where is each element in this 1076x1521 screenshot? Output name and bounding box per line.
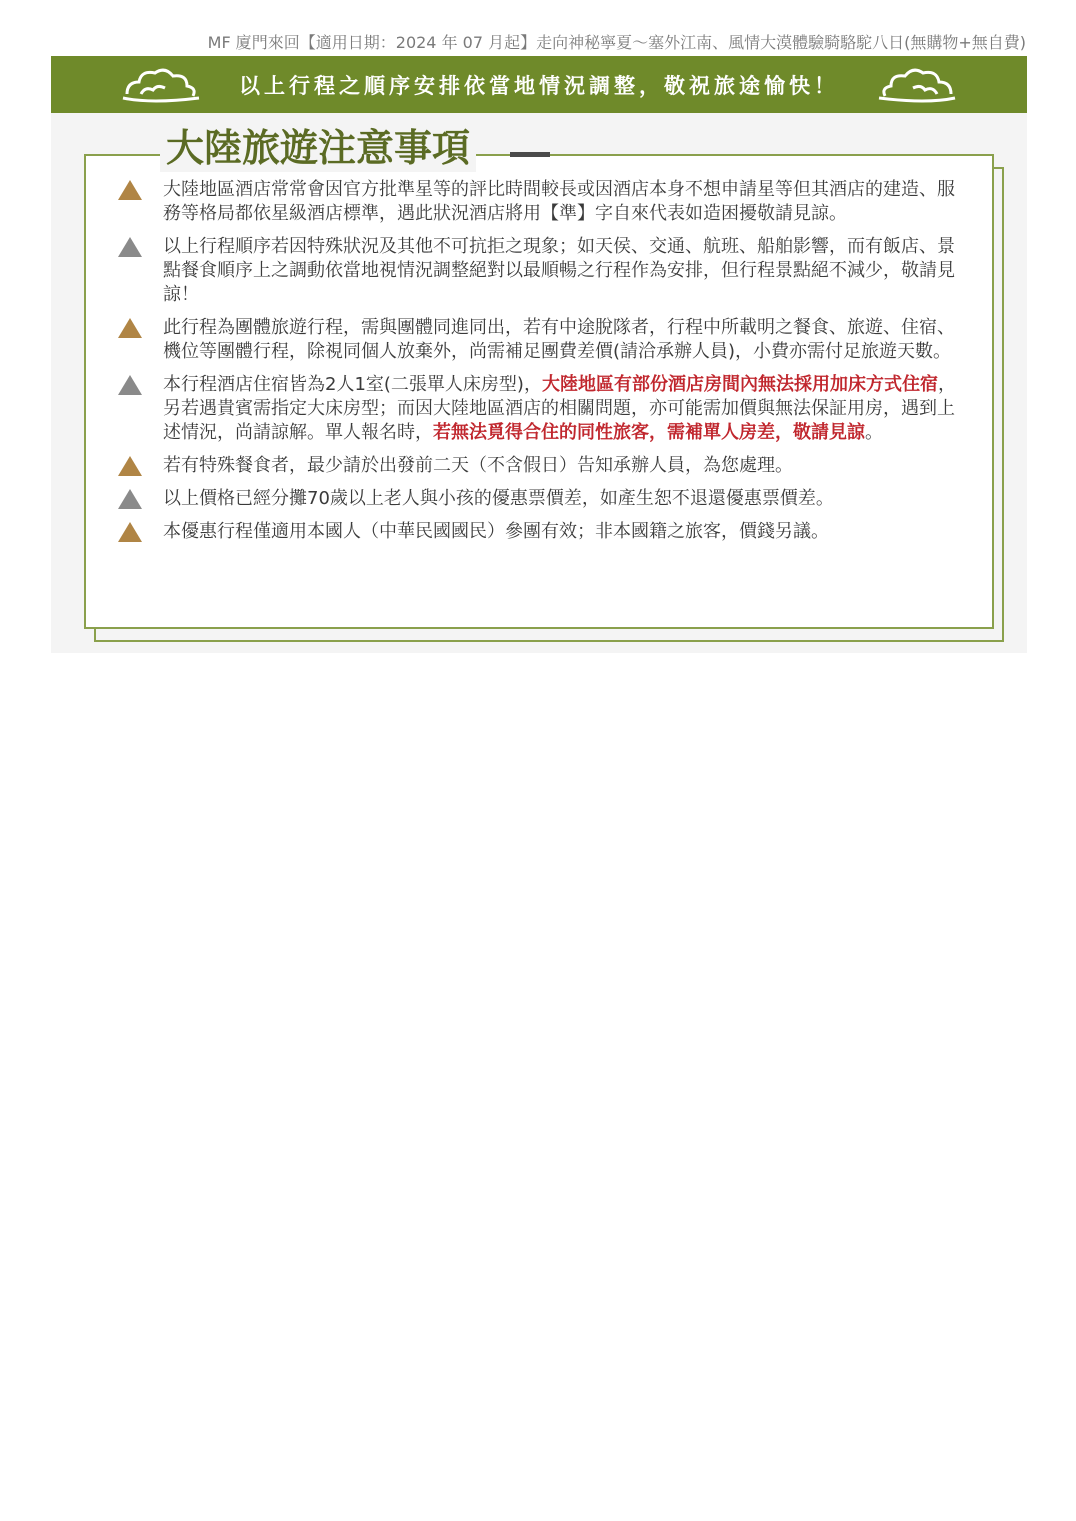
warning-triangle-icon — [118, 489, 142, 509]
notice-item — [118, 487, 968, 511]
warning-triangle-icon — [118, 180, 142, 200]
cloud-ornament-left-icon — [121, 64, 201, 106]
notice-item-text — [163, 373, 963, 445]
title-underline-dash — [510, 152, 550, 157]
notice-item — [118, 373, 968, 445]
notice-item — [118, 316, 968, 364]
notice-item — [118, 520, 968, 544]
notice-item — [118, 235, 968, 307]
notice-item-text: 此行程為團體旅遊行程，需與團體同進同出，若有中途脫隊者，行程中所載明之餐食、旅遊、住宿、機位等團體行程，除視同個人放棄外，尚需補足團費差價(請洽承辦人員)，小費亦需付足旅遊天數。 — [163, 317, 955, 362]
notice-item — [118, 454, 968, 478]
notice-title: 大陸旅遊注意事項 — [160, 124, 476, 172]
warning-triangle-icon — [118, 456, 142, 476]
warning-triangle-icon — [118, 375, 142, 395]
notice-text-part: 。 — [865, 422, 883, 443]
warning-triangle-icon — [118, 237, 142, 257]
notice-text-part: ，另若遇貴賓需指定大床房型；而因大陸地區酒店的相關問題，亦可能需加價與無法保証用房，遇到上述情況，尚請諒解。單人報名時， — [163, 374, 956, 443]
cloud-ornament-right-icon — [877, 64, 957, 106]
notice-item-text: 若有特殊餐食者，最少請於出發前二天（不含假日）告知承辦人員，為您處理。 — [163, 455, 793, 476]
banner-text: 以上行程之順序安排依當地情況調整，敬祝旅途愉快！ — [239, 73, 839, 98]
notice-item-text: 以上價格已經分攤70歲以上老人與小孩的優惠票價差，如產生恕不退還優惠票價差。 — [163, 488, 834, 509]
highlight-text: 大陸地區有部份酒店房間內無法採用加床方式住宿 — [541, 374, 938, 395]
notice-item-text: 以上行程順序若因特殊狀況及其他不可抗拒之現象；如天侯、交通、航班、船舶影響，而有飯店、景點餐食順序上之調動依當地視情況調整絕對以最順暢之行程作為安排，但行程景點絕不減少，敬請見諒！ — [163, 236, 955, 305]
notice-list — [118, 178, 968, 553]
itinerary-banner — [51, 56, 1027, 113]
notice-item-text: 本優惠行程僅適用本國人（中華民國國民）參團有效；非本國籍之旅客，價錢另議。 — [163, 521, 829, 542]
notice-item — [118, 178, 968, 226]
notice-item-text: 大陸地區酒店常常會因官方批準星等的評比時間較長或因酒店本身不想申請星等但其酒店的建造、服務等格局都依星級酒店標準，遇此狀況酒店將用【準】字自來代表如造困擾敬請見諒。 — [163, 179, 955, 224]
highlight-text: 若無法覓得合住的同性旅客，需補單人房差，敬請見諒 — [433, 422, 865, 443]
warning-triangle-icon — [118, 522, 142, 542]
document-header: MF 廈門來回【適用日期：2024 年 07 月起】走向神秘寧夏～塞外江南、風情大漠體驗騎駱駝八日(無購物+無自費) — [207, 33, 1026, 52]
warning-triangle-icon — [118, 318, 142, 338]
notice-text-part: 本行程酒店住宿皆為2人1室(二張單人床房型)， — [163, 374, 542, 395]
